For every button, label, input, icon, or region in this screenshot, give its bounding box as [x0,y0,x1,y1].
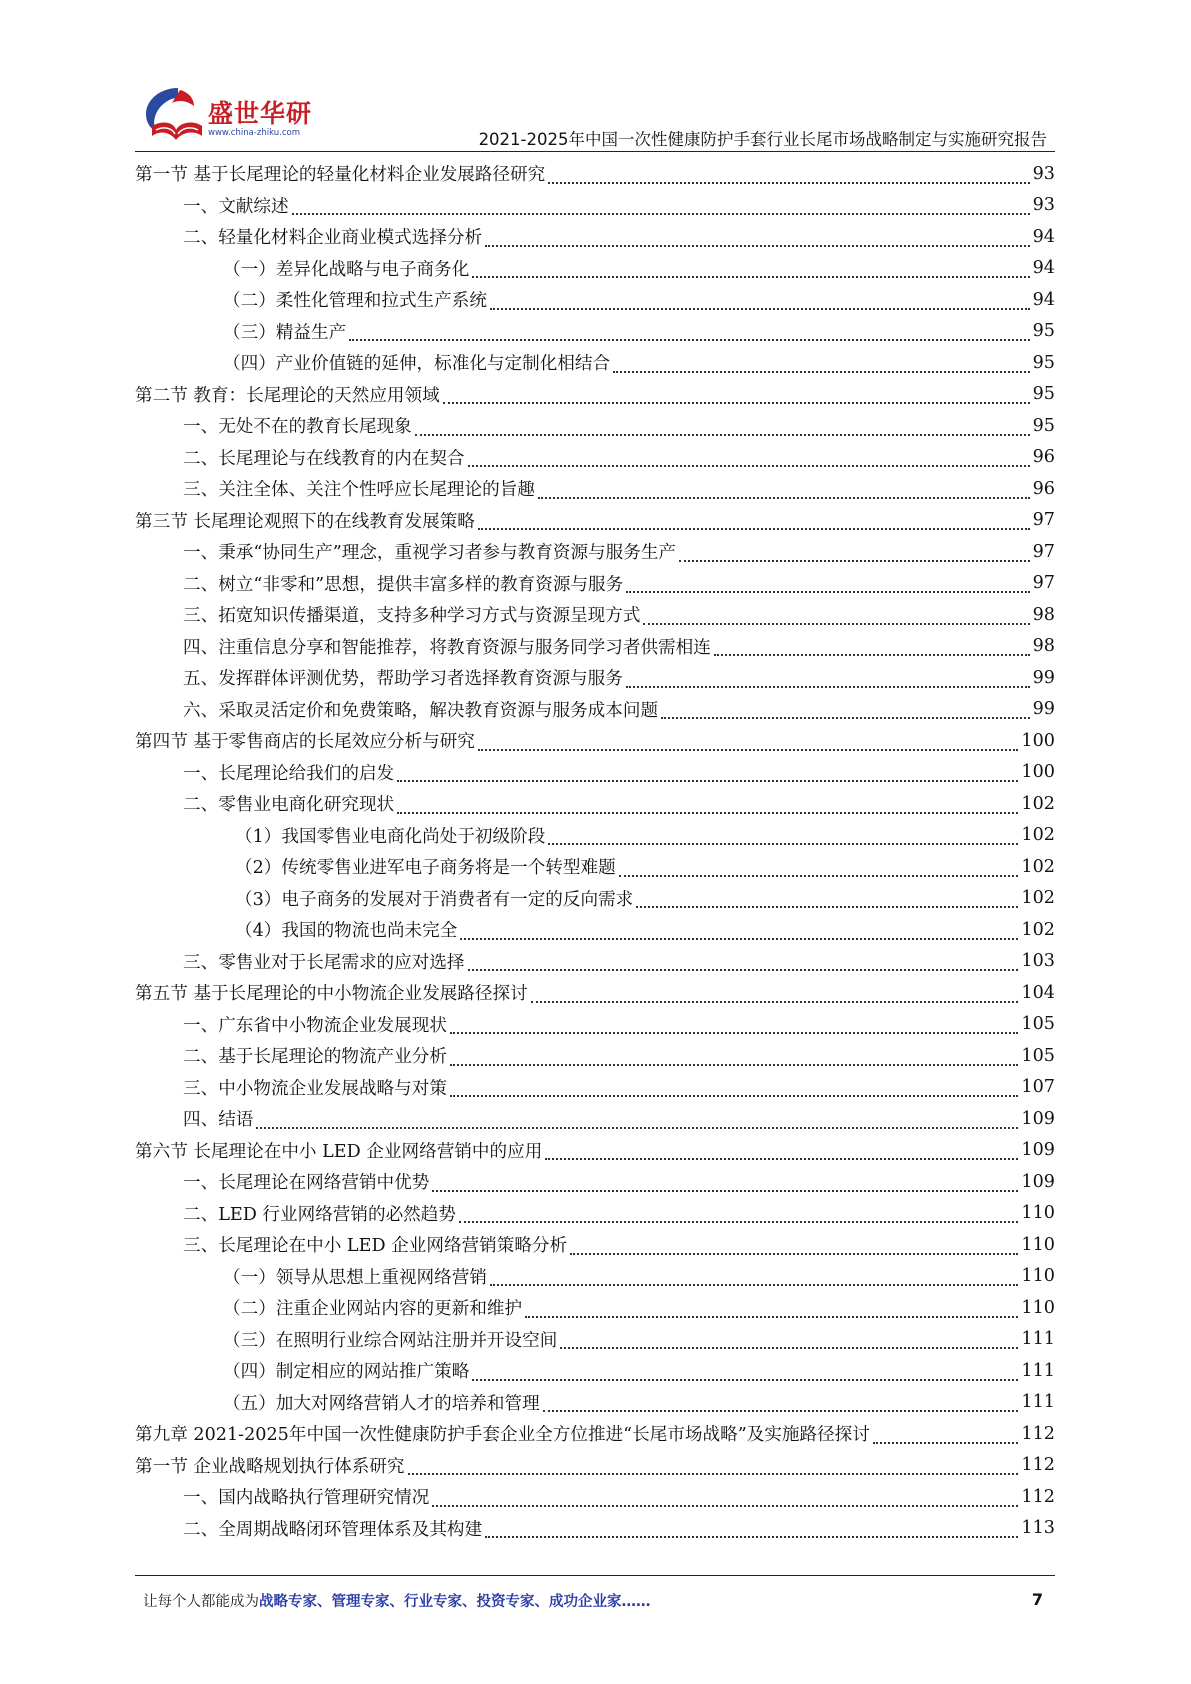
toc-entry-page: 98 [1032,604,1055,625]
toc-entry-title: 第三节 长尾理论观照下的在线教育发展策略 [135,511,475,532]
toc-entry-page: 93 [1032,195,1055,216]
report-title: 2021-2025年中国一次性健康防护手套行业长尾市场战略制定与实施研究报告 [478,130,1047,149]
toc-entry[interactable] [135,158,1055,190]
toc-entry-title: 五、发挥群体评测优势，帮助学习者选择教育资源与服务 [183,669,623,690]
toc-dot-leader [613,357,1030,373]
toc-entry-page: 98 [1032,636,1055,657]
toc-entry-page: 102 [1021,825,1055,846]
page-footer [143,1590,1048,1614]
toc-dot-leader [478,514,1030,530]
toc-entry[interactable] [135,946,1055,978]
toc-dot-leader [472,1365,1018,1381]
toc-entry-page: 113 [1021,1518,1055,1539]
toc-entry[interactable] [135,883,1055,915]
toc-dot-leader [292,199,1030,215]
toc-entry[interactable] [135,1261,1055,1293]
page-header [135,78,1055,148]
toc-entry[interactable] [135,410,1055,442]
toc-entry-page: 97 [1032,573,1055,594]
toc-entry[interactable] [135,1513,1055,1545]
toc-entry-title: 二、长尾理论与在线教育的内在契合 [183,448,465,469]
toc-dot-leader [873,1428,1019,1444]
toc-entry-title: （二）注重企业网站内容的更新和维护 [223,1299,523,1320]
toc-entry-page: 95 [1032,321,1055,342]
toc-entry-page: 100 [1021,730,1055,751]
toc-entry-page: 95 [1032,352,1055,373]
toc-entry[interactable] [135,631,1055,663]
toc-entry-title: （一）差异化战略与电子商务化 [223,259,470,280]
toc-entry[interactable] [135,1135,1055,1167]
toc-dot-leader [485,1522,1018,1538]
toc-entry-page: 96 [1032,447,1055,468]
toc-entry[interactable] [135,316,1055,348]
toc-entry[interactable] [135,1009,1055,1041]
toc-dot-leader [490,1270,1018,1286]
toc-entry-page: 95 [1032,415,1055,436]
toc-entry-title: （2）传统零售业进军电子商务将是一个转型难题 [235,858,616,879]
toc-entry[interactable] [135,536,1055,568]
toc-entry-title: 第六节 长尾理论在中小 LED 企业网络营销中的应用 [135,1141,543,1162]
toc-entry-title: 二、零售业电商化研究现状 [183,795,395,816]
toc-entry-title: 一、秉承“协同生产”理念，重视学习者参与教育资源与服务生产 [183,543,677,564]
toc-entry[interactable] [135,1198,1055,1230]
toc-entry[interactable] [135,568,1055,600]
logo-name: 盛世华研 [208,99,313,128]
toc-entry-page: 110 [1021,1266,1055,1287]
page-number: 7 [1031,1590,1043,1609]
toc-entry[interactable] [135,505,1055,537]
toc-entry-page: 109 [1021,1108,1055,1129]
toc-dot-leader [468,451,1030,467]
toc-entry-title: 二、树立“非零和”思想，提供丰富多样的教育资源与服务 [183,574,624,595]
toc-entry-title: （四）产业价值链的延伸，标准化与定制化相结合 [223,354,611,375]
toc-entry-page: 97 [1032,510,1055,531]
toc-entry-page: 105 [1021,1014,1055,1035]
toc-dot-leader [679,546,1030,562]
toc-entry[interactable] [135,851,1055,883]
toc-entry-page: 112 [1021,1455,1055,1476]
toc-entry-title: 一、文献综述 [183,196,289,217]
toc-entry-title: 一、长尾理论在网络营销中优势 [183,1173,430,1194]
toc-dot-leader [570,1239,1018,1255]
toc-dot-leader [459,1207,1018,1223]
toc-entry-title: （三）在照明行业综合网站注册并开设空间 [223,1330,558,1351]
toc-dot-leader [397,798,1018,814]
toc-entry-title: 第五节 基于长尾理论的中小物流企业发展路径探讨 [135,984,528,1005]
toc-entry[interactable] [135,473,1055,505]
toc-entry-title: 第一节 企业战略规划执行体系研究 [135,1456,405,1477]
toc-dot-leader [525,1302,1018,1318]
toc-entry-page: 93 [1032,163,1055,184]
toc-dot-leader [543,1396,1019,1412]
toc-entry[interactable] [135,1103,1055,1135]
toc-entry-page: 112 [1021,1423,1055,1444]
toc-dot-leader [450,1050,1018,1066]
toc-entry[interactable] [135,725,1055,757]
toc-entry[interactable] [135,1072,1055,1104]
toc-entry[interactable] [135,1292,1055,1324]
toc-entry[interactable] [135,190,1055,222]
toc-entry-page: 109 [1021,1140,1055,1161]
toc-entry-title: 一、长尾理论给我们的启发 [183,763,395,784]
toc-entry[interactable] [135,1481,1055,1513]
toc-entry-title: 二、基于长尾理论的物流产业分析 [183,1047,447,1068]
toc-dot-leader [643,609,1029,625]
toc-entry[interactable] [135,442,1055,474]
toc-dot-leader [432,1491,1018,1507]
toc-entry-title: （4）我国的物流也尚未完全 [235,921,458,942]
toc-dot-leader [472,262,1029,278]
toc-entry-title: 一、广东省中小物流企业发展现状 [183,1015,447,1036]
toc-dot-leader [432,1176,1018,1192]
toc-entry[interactable] [135,914,1055,946]
toc-dot-leader [538,483,1030,499]
toc-entry-title: （3）电子商务的发展对于消费者有一定的反向需求 [235,889,634,910]
toc-entry[interactable] [135,347,1055,379]
toc-dot-leader [443,388,1030,404]
toc-dot-leader [636,892,1018,908]
toc-entry[interactable] [135,1229,1055,1261]
toc-entry-title: 四、注重信息分享和智能推荐，将教育资源与服务同学习者供需相连 [183,637,711,658]
toc-entry-page: 94 [1032,289,1055,310]
toc-entry-page: 107 [1021,1077,1055,1098]
toc-dot-leader [531,987,1019,1003]
toc-dot-leader [485,231,1030,247]
table-of-contents [135,158,1055,1544]
toc-entry-title: （二）柔性化管理和拉式生产系统 [223,291,487,312]
toc-entry-page: 110 [1021,1203,1055,1224]
toc-entry-title: 第四节 基于零售商店的长尾效应分析与研究 [135,732,475,753]
toc-dot-leader [548,168,1029,184]
toc-entry-title: 三、拓宽知识传播渠道，支持多种学习方式与资源呈现方式 [183,606,641,627]
toc-dot-leader [490,294,1030,310]
toc-dot-leader [408,1459,1019,1475]
toc-entry-page: 102 [1021,793,1055,814]
toc-entry[interactable] [135,284,1055,316]
footer-divider [135,1575,1055,1576]
toc-entry-page: 94 [1032,226,1055,247]
toc-entry-title: （三）精益生产 [223,322,347,343]
toc-entry-title: 三、零售业对于长尾需求的应对选择 [183,952,465,973]
toc-entry-page: 112 [1021,1486,1055,1507]
toc-entry[interactable] [135,1166,1055,1198]
toc-entry-page: 109 [1021,1171,1055,1192]
toc-entry-title: 一、国内战略执行管理研究情况 [183,1488,430,1509]
toc-entry-title: 二、全周期战略闭环管理体系及其构建 [183,1519,483,1540]
toc-entry-page: 103 [1021,951,1055,972]
toc-dot-leader [619,861,1019,877]
toc-entry-page: 105 [1021,1045,1055,1066]
toc-dot-leader [450,1018,1018,1034]
toc-entry-page: 99 [1032,667,1055,688]
toc-entry-page: 99 [1032,699,1055,720]
toc-dot-leader [468,955,1019,971]
toc-entry-title: 三、关注全体、关注个性呼应长尾理论的旨趣 [183,480,535,501]
toc-entry[interactable] [135,694,1055,726]
toc-dot-leader [626,672,1030,688]
toc-entry[interactable] [135,599,1055,631]
toc-entry-page: 102 [1021,856,1055,877]
toc-entry-page: 95 [1032,384,1055,405]
toc-dot-leader [714,640,1030,656]
footer-slogan-prefix: 让每个人都能成为 [143,1594,259,1610]
toc-entry-page: 104 [1021,982,1055,1003]
toc-entry-title: 二、LED 行业网络营销的必然趋势 [183,1204,456,1225]
toc-entry[interactable] [135,977,1055,1009]
toc-entry[interactable] [135,662,1055,694]
toc-entry[interactable] [135,379,1055,411]
toc-entry[interactable] [135,1387,1055,1419]
toc-entry[interactable] [135,1040,1055,1072]
toc-entry-title: （1）我国零售业电商化尚处于初级阶段 [235,826,546,847]
toc-dot-leader [661,703,1030,719]
toc-entry-page: 111 [1021,1329,1055,1350]
toc-entry[interactable] [135,1324,1055,1356]
toc-entry[interactable] [135,221,1055,253]
footer-slogan-highlight: 战略专家、管理专家、行业专家、投资专家、成功企业家…… [259,1594,651,1610]
toc-entry-title: （一）领导从思想上重视网络营销 [223,1267,487,1288]
toc-entry[interactable] [135,820,1055,852]
toc-entry-page: 102 [1021,919,1055,940]
toc-entry[interactable] [135,1450,1055,1482]
header-divider [135,151,1055,152]
toc-entry-page: 97 [1032,541,1055,562]
toc-entry-page: 111 [1021,1360,1055,1381]
toc-dot-leader [397,766,1018,782]
toc-entry[interactable] [135,788,1055,820]
toc-entry-title: 第二节 教育：长尾理论的天然应用领域 [135,385,440,406]
toc-entry-title: 第一节 基于长尾理论的轻量化材料企业发展路径研究 [135,165,546,186]
toc-entry-title: （四）制定相应的网站推广策略 [223,1362,470,1383]
toc-entry-title: 第九章 2021-2025年中国一次性健康防护手套企业全方位推进“长尾市场战略”及实施路径探讨 [135,1425,870,1446]
toc-dot-leader [626,577,1029,593]
toc-dot-leader [450,1081,1018,1097]
toc-entry-title: 六、采取灵活定价和免费策略，解决教育资源与服务成本问题 [183,700,659,721]
toc-entry-page: 100 [1021,762,1055,783]
toc-dot-leader [560,1333,1018,1349]
toc-entry-title: 三、中小物流企业发展战略与对策 [183,1078,447,1099]
toc-dot-leader [548,829,1018,845]
toc-entry-title: 一、无处不在的教育长尾现象 [183,417,412,438]
toc-entry-page: 110 [1021,1234,1055,1255]
toc-entry[interactable] [135,1418,1055,1450]
logo-book-icon [140,84,210,144]
company-logo [140,84,313,146]
toc-dot-leader [349,325,1029,341]
toc-entry-page: 111 [1021,1392,1055,1413]
toc-dot-leader [460,924,1018,940]
toc-dot-leader [478,735,1019,751]
toc-entry-title: 二、轻量化材料企业商业模式选择分析 [183,228,483,249]
toc-dot-leader [256,1113,1018,1129]
toc-entry[interactable] [135,757,1055,789]
toc-dot-leader [415,420,1030,436]
toc-entry-title: 四、结语 [183,1110,254,1131]
toc-entry[interactable] [135,1355,1055,1387]
toc-entry-title: （五）加大对网络营销人才的培养和管理 [223,1393,540,1414]
toc-entry-page: 110 [1021,1297,1055,1318]
toc-entry[interactable] [135,253,1055,285]
logo-url: www.china-zhiku.com [208,128,300,138]
toc-entry-title: 三、长尾理论在中小 LED 企业网络营销策略分析 [183,1236,568,1257]
toc-entry-page: 102 [1021,888,1055,909]
toc-entry-page: 96 [1032,478,1055,499]
toc-dot-leader [545,1144,1018,1160]
toc-entry-page: 94 [1032,258,1055,279]
